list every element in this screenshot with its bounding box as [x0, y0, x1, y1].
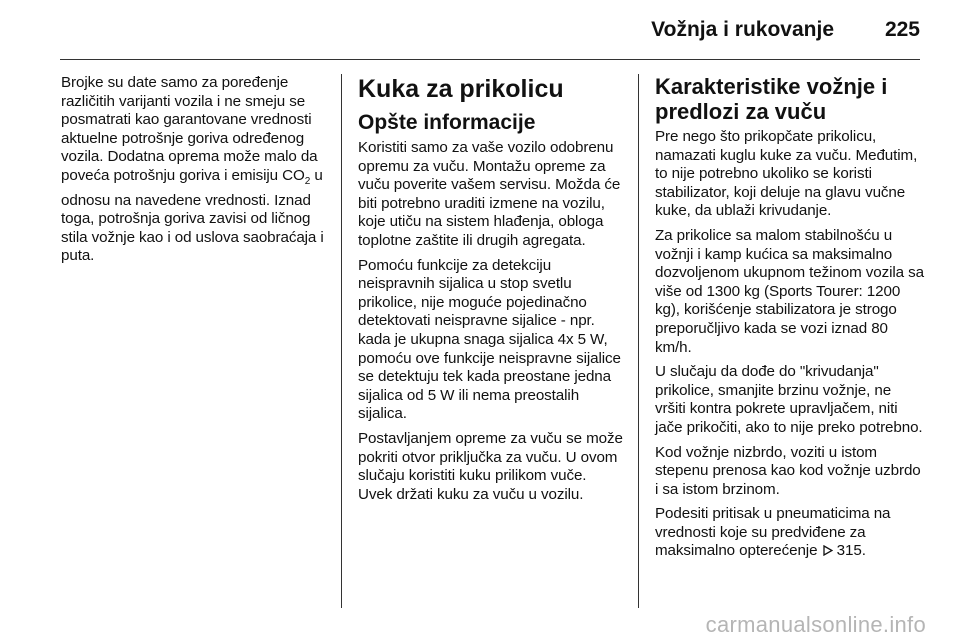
section-heading-tow-hitch: Kuka za prikolicu — [358, 75, 564, 103]
column-divider-1 — [341, 74, 342, 608]
column-1 — [61, 74, 331, 272]
header-divider — [60, 59, 920, 60]
paragraph-downhill: Kod vožnje nizbrdo, voziti u istom stepenu prenosa kao kod vožnje uzbrdo i sa istom brzinom. — [655, 443, 921, 498]
column-3 — [655, 74, 925, 567]
section-title: Vožnja i rukovanje — [651, 18, 834, 41]
paragraph-snaking: U slučaju da dođe do "krivudanja" prikolice, smanjite brzinu vožnje, ne vršiti kontra pokrete upravljačem, niti jače prikočiti, ako to nije preko potrebno. — [655, 363, 923, 436]
page-reference-link[interactable]: 315. — [836, 542, 866, 560]
paragraph-fuel-consumption: Brojke su date samo za poređenje različitih varijanti vozila i ne smeju se posmatrati kao garantovane vrednosti aktuelne potrošnje goriva određenog vozila. Dodatna oprema može malo da poveća potrošnju goriva i emisiju $CO_2$ u odnosu na navedene vrednosti. Iznad toga, potrošnja goriva zavisi od ličnog stila vožnje kao i od uslova saobraćaja i puta. — [61, 74, 324, 265]
paragraph-towing-hook: Postavljanjem opreme za vuču se može pokriti otvor priključka za vuču. U ovom slučaju koristiti kuku prilikom vuče. Uvek držati kuku za vuču u vozilu. — [358, 429, 623, 503]
paragraph-bulb-detection: Pomoću funkcije za detekciju neispravnih sijalica u stop svetlu prikolice, nije moguće pojedinačno detektovati neispravne sijalice - npr. kada je ukupna snaga sijalica 4x 5 W, pomoću ove funkcije neispravne sijalice se detektuju tek kada preostane jedna sijalica od 5 W ili nema preostalih sijalica. — [358, 256, 621, 423]
section-heading-driving-characteristics: Karakteristike vožnje i predlozi za vuču — [655, 74, 888, 124]
column-2 — [358, 74, 623, 510]
subheading-general-information: Opšte informacije — [358, 111, 536, 134]
page-header — [0, 0, 960, 60]
paragraph-approved-equipment: Koristiti samo za vaše vozilo odobrenu opremu za vuču. Montažu opreme za vuču poverite vašem servisu. Možda će biti potrebno uraditi izmene na vozilu, koje utiču na sistem hlađenja, obloga toplotne zaštite ili drugih agregata. — [358, 139, 621, 249]
column-divider-2 — [638, 74, 639, 608]
paragraph-lubricate-ball: Pre nego što prikopčate prikolicu, namazati kuglu kuke za vuču. Međutim, to nije potrebno ukoliko se koristi stabilizator, koji deluje na glavu vučne kuke, da ublaži krivudanje. — [655, 128, 918, 220]
page-reference-triangle-icon — [822, 545, 833, 556]
co2-subscript: 2 — [304, 176, 311, 187]
paragraph-stabilizer: Za prikolice sa malom stabilnošću u vožnji i kamp kućica sa maksimalno dozvoljenom ukupnom težinom vozila sa više od 1300 kg (Sports Tourer: 1200 kg), korišćenje stabilizatora je strogo preporučljivo kada se vozi iznad 80 km/h. — [655, 226, 924, 356]
watermark: carmanualsonline.info — [705, 612, 926, 637]
paragraph-tyre-pressure: Podesiti pritisak u pneumaticima na vrednosti koje su predviđene za maksimalno opterećenje 315. — [655, 505, 891, 560]
page-number: 225 — [884, 18, 920, 41]
